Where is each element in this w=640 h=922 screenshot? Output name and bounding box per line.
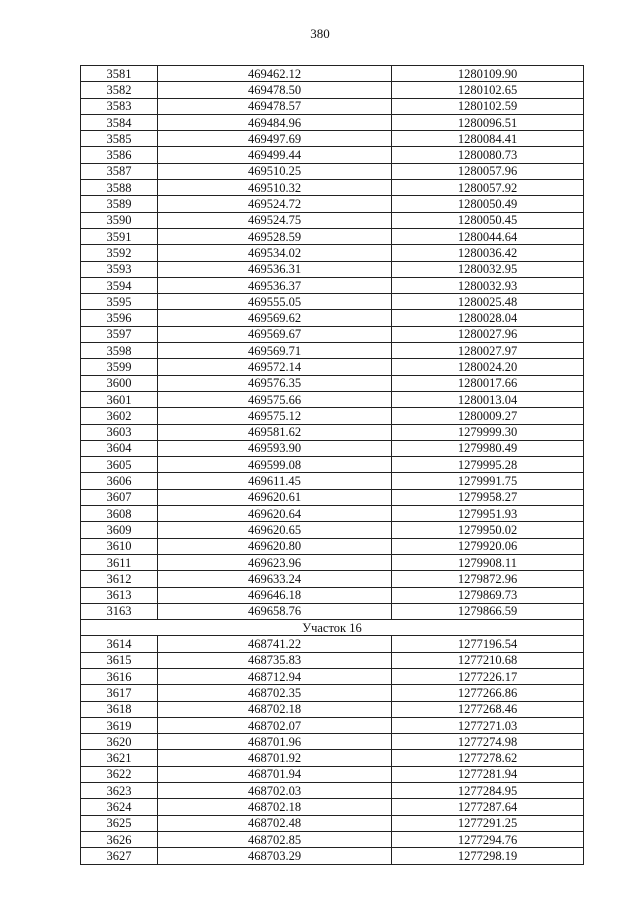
y-coordinate-cell: 1277226.17 — [392, 668, 584, 684]
x-coordinate-cell: 468702.18 — [158, 701, 392, 717]
x-coordinate-cell: 469599.08 — [158, 457, 392, 473]
x-coordinate-cell: 469478.50 — [158, 82, 392, 98]
x-coordinate-cell: 469572.14 — [158, 359, 392, 375]
point-number-cell: 3604 — [81, 440, 158, 456]
y-coordinate-cell: 1277287.64 — [392, 799, 584, 815]
table-row — [81, 375, 584, 391]
x-coordinate-cell: 469528.59 — [158, 228, 392, 244]
x-coordinate-cell: 469478.57 — [158, 98, 392, 114]
table-row — [81, 652, 584, 668]
table-row — [81, 685, 584, 701]
y-coordinate-cell: 1277266.86 — [392, 685, 584, 701]
table-row — [81, 457, 584, 473]
point-number-cell: 3593 — [81, 261, 158, 277]
x-coordinate-cell: 469620.80 — [158, 538, 392, 554]
point-number-cell: 3590 — [81, 212, 158, 228]
point-number-cell: 3612 — [81, 571, 158, 587]
y-coordinate-cell: 1279908.11 — [392, 554, 584, 570]
table-row — [81, 359, 584, 375]
point-number-cell: 3617 — [81, 685, 158, 701]
point-number-cell: 3613 — [81, 587, 158, 603]
point-number-cell: 3596 — [81, 310, 158, 326]
y-coordinate-cell: 1277284.95 — [392, 783, 584, 799]
point-number-cell: 3583 — [81, 98, 158, 114]
point-number-cell: 3611 — [81, 554, 158, 570]
table-row — [81, 294, 584, 310]
y-coordinate-cell: 1279869.73 — [392, 587, 584, 603]
y-coordinate-cell: 1279995.28 — [392, 457, 584, 473]
table-row — [81, 424, 584, 440]
y-coordinate-cell: 1280028.04 — [392, 310, 584, 326]
x-coordinate-cell: 469569.62 — [158, 310, 392, 326]
y-coordinate-cell: 1280044.64 — [392, 228, 584, 244]
y-coordinate-cell: 1279958.27 — [392, 489, 584, 505]
x-coordinate-cell: 469633.24 — [158, 571, 392, 587]
point-number-cell: 3603 — [81, 424, 158, 440]
table-row — [81, 66, 584, 82]
point-number-cell: 3605 — [81, 457, 158, 473]
table-row — [81, 228, 584, 244]
y-coordinate-cell: 1280009.27 — [392, 408, 584, 424]
table-row — [81, 180, 584, 196]
y-coordinate-cell: 1277278.62 — [392, 750, 584, 766]
table-row — [81, 603, 584, 619]
point-number-cell: 3602 — [81, 408, 158, 424]
point-number-cell: 3588 — [81, 180, 158, 196]
table-row — [81, 571, 584, 587]
x-coordinate-cell: 468735.83 — [158, 652, 392, 668]
point-number-cell: 3608 — [81, 506, 158, 522]
table-row — [81, 750, 584, 766]
point-number-cell: 3626 — [81, 831, 158, 847]
point-number-cell: 3615 — [81, 652, 158, 668]
x-coordinate-cell: 469576.35 — [158, 375, 392, 391]
point-number-cell: 3624 — [81, 799, 158, 815]
table-row — [81, 506, 584, 522]
point-number-cell: 3616 — [81, 668, 158, 684]
y-coordinate-cell: 1279951.93 — [392, 506, 584, 522]
x-coordinate-cell: 469536.31 — [158, 261, 392, 277]
x-coordinate-cell: 468702.03 — [158, 783, 392, 799]
table-row — [81, 522, 584, 538]
x-coordinate-cell: 469510.32 — [158, 180, 392, 196]
y-coordinate-cell: 1279920.06 — [392, 538, 584, 554]
y-coordinate-cell: 1277274.98 — [392, 734, 584, 750]
x-coordinate-cell: 469536.37 — [158, 277, 392, 293]
x-coordinate-cell: 469534.02 — [158, 245, 392, 261]
point-number-cell: 3606 — [81, 473, 158, 489]
table-row — [81, 391, 584, 407]
point-number-cell: 3584 — [81, 114, 158, 130]
table-row — [81, 147, 584, 163]
x-coordinate-cell: 469575.12 — [158, 408, 392, 424]
y-coordinate-cell: 1277210.68 — [392, 652, 584, 668]
x-coordinate-cell: 469569.71 — [158, 343, 392, 359]
y-coordinate-cell: 1277291.25 — [392, 815, 584, 831]
table-row — [81, 212, 584, 228]
section-header-row — [81, 620, 584, 636]
y-coordinate-cell: 1277298.19 — [392, 848, 584, 864]
point-number-cell: 3586 — [81, 147, 158, 163]
x-coordinate-cell: 468701.96 — [158, 734, 392, 750]
x-coordinate-cell: 469646.18 — [158, 587, 392, 603]
x-coordinate-cell: 469499.44 — [158, 147, 392, 163]
table-row — [81, 245, 584, 261]
table-row — [81, 815, 584, 831]
x-coordinate-cell: 469524.72 — [158, 196, 392, 212]
x-coordinate-cell: 468703.29 — [158, 848, 392, 864]
x-coordinate-cell: 468712.94 — [158, 668, 392, 684]
y-coordinate-cell: 1280025.48 — [392, 294, 584, 310]
table-row — [81, 554, 584, 570]
y-coordinate-cell: 1280050.45 — [392, 212, 584, 228]
y-coordinate-cell: 1280080.73 — [392, 147, 584, 163]
y-coordinate-cell: 1280017.66 — [392, 375, 584, 391]
x-coordinate-cell: 469510.25 — [158, 163, 392, 179]
y-coordinate-cell: 1277268.46 — [392, 701, 584, 717]
y-coordinate-cell: 1280013.04 — [392, 391, 584, 407]
point-number-cell: 3627 — [81, 848, 158, 864]
y-coordinate-cell: 1279866.59 — [392, 603, 584, 619]
point-number-cell: 3614 — [81, 636, 158, 652]
section-title: Участок 16 — [81, 620, 584, 636]
point-number-cell: 3163 — [81, 603, 158, 619]
table-row — [81, 114, 584, 130]
point-number-cell: 3600 — [81, 375, 158, 391]
table-row — [81, 408, 584, 424]
point-number-cell: 3589 — [81, 196, 158, 212]
x-coordinate-cell: 469569.67 — [158, 326, 392, 342]
x-coordinate-cell: 469497.69 — [158, 131, 392, 147]
table-row — [81, 326, 584, 342]
table-row — [81, 766, 584, 782]
y-coordinate-cell: 1277294.76 — [392, 831, 584, 847]
x-coordinate-cell: 469593.90 — [158, 440, 392, 456]
y-coordinate-cell: 1279950.02 — [392, 522, 584, 538]
table-row — [81, 473, 584, 489]
table-row — [81, 163, 584, 179]
table-row — [81, 831, 584, 847]
point-number-cell: 3592 — [81, 245, 158, 261]
point-number-cell: 3582 — [81, 82, 158, 98]
table-row — [81, 277, 584, 293]
table-row — [81, 668, 584, 684]
table-row — [81, 783, 584, 799]
x-coordinate-cell: 469524.75 — [158, 212, 392, 228]
point-number-cell: 3609 — [81, 522, 158, 538]
point-number-cell: 3623 — [81, 783, 158, 799]
x-coordinate-cell: 468741.22 — [158, 636, 392, 652]
table-row — [81, 310, 584, 326]
y-coordinate-cell: 1280027.97 — [392, 343, 584, 359]
y-coordinate-cell: 1280024.20 — [392, 359, 584, 375]
page-number: 380 — [310, 26, 330, 41]
y-coordinate-cell: 1279980.49 — [392, 440, 584, 456]
y-coordinate-cell: 1277281.94 — [392, 766, 584, 782]
coordinates-table-body — [81, 66, 584, 865]
x-coordinate-cell: 468702.07 — [158, 717, 392, 733]
x-coordinate-cell: 469623.96 — [158, 554, 392, 570]
point-number-cell: 3621 — [81, 750, 158, 766]
table-row — [81, 799, 584, 815]
y-coordinate-cell: 1280057.92 — [392, 180, 584, 196]
point-number-cell: 3591 — [81, 228, 158, 244]
table-row — [81, 343, 584, 359]
table-row — [81, 636, 584, 652]
coordinates-table — [80, 65, 584, 865]
x-coordinate-cell: 468702.48 — [158, 815, 392, 831]
table-row — [81, 196, 584, 212]
y-coordinate-cell: 1280032.93 — [392, 277, 584, 293]
y-coordinate-cell: 1280036.42 — [392, 245, 584, 261]
point-number-cell: 3598 — [81, 343, 158, 359]
y-coordinate-cell: 1280084.41 — [392, 131, 584, 147]
x-coordinate-cell: 468702.85 — [158, 831, 392, 847]
point-number-cell: 3594 — [81, 277, 158, 293]
table-row — [81, 734, 584, 750]
y-coordinate-cell: 1280027.96 — [392, 326, 584, 342]
point-number-cell: 3587 — [81, 163, 158, 179]
y-coordinate-cell: 1277271.03 — [392, 717, 584, 733]
y-coordinate-cell: 1279872.96 — [392, 571, 584, 587]
point-number-cell: 3620 — [81, 734, 158, 750]
point-number-cell: 3585 — [81, 131, 158, 147]
table-row — [81, 701, 584, 717]
x-coordinate-cell: 468701.92 — [158, 750, 392, 766]
table-row — [81, 717, 584, 733]
y-coordinate-cell: 1280102.65 — [392, 82, 584, 98]
table-row — [81, 261, 584, 277]
x-coordinate-cell: 469620.64 — [158, 506, 392, 522]
table-row — [81, 489, 584, 505]
point-number-cell: 3619 — [81, 717, 158, 733]
y-coordinate-cell: 1279991.75 — [392, 473, 584, 489]
y-coordinate-cell: 1280057.96 — [392, 163, 584, 179]
x-coordinate-cell: 469611.45 — [158, 473, 392, 489]
table-row — [81, 848, 584, 864]
point-number-cell: 3607 — [81, 489, 158, 505]
y-coordinate-cell: 1280032.95 — [392, 261, 584, 277]
x-coordinate-cell: 468702.35 — [158, 685, 392, 701]
y-coordinate-cell: 1280109.90 — [392, 66, 584, 82]
table-row — [81, 587, 584, 603]
x-coordinate-cell: 468702.18 — [158, 799, 392, 815]
point-number-cell: 3610 — [81, 538, 158, 554]
point-number-cell: 3625 — [81, 815, 158, 831]
point-number-cell: 3581 — [81, 66, 158, 82]
table-row — [81, 82, 584, 98]
y-coordinate-cell: 1280096.51 — [392, 114, 584, 130]
point-number-cell: 3599 — [81, 359, 158, 375]
point-number-cell: 3618 — [81, 701, 158, 717]
point-number-cell: 3601 — [81, 391, 158, 407]
x-coordinate-cell: 469620.65 — [158, 522, 392, 538]
x-coordinate-cell: 469581.62 — [158, 424, 392, 440]
y-coordinate-cell: 1280102.59 — [392, 98, 584, 114]
x-coordinate-cell: 469620.61 — [158, 489, 392, 505]
x-coordinate-cell: 469484.96 — [158, 114, 392, 130]
point-number-cell: 3597 — [81, 326, 158, 342]
table-row — [81, 538, 584, 554]
x-coordinate-cell: 469555.05 — [158, 294, 392, 310]
x-coordinate-cell: 468701.94 — [158, 766, 392, 782]
y-coordinate-cell: 1280050.49 — [392, 196, 584, 212]
table-row — [81, 98, 584, 114]
x-coordinate-cell: 469462.12 — [158, 66, 392, 82]
y-coordinate-cell: 1277196.54 — [392, 636, 584, 652]
point-number-cell: 3622 — [81, 766, 158, 782]
table-row — [81, 440, 584, 456]
point-number-cell: 3595 — [81, 294, 158, 310]
table-row — [81, 131, 584, 147]
y-coordinate-cell: 1279999.30 — [392, 424, 584, 440]
x-coordinate-cell: 469658.76 — [158, 603, 392, 619]
x-coordinate-cell: 469575.66 — [158, 391, 392, 407]
